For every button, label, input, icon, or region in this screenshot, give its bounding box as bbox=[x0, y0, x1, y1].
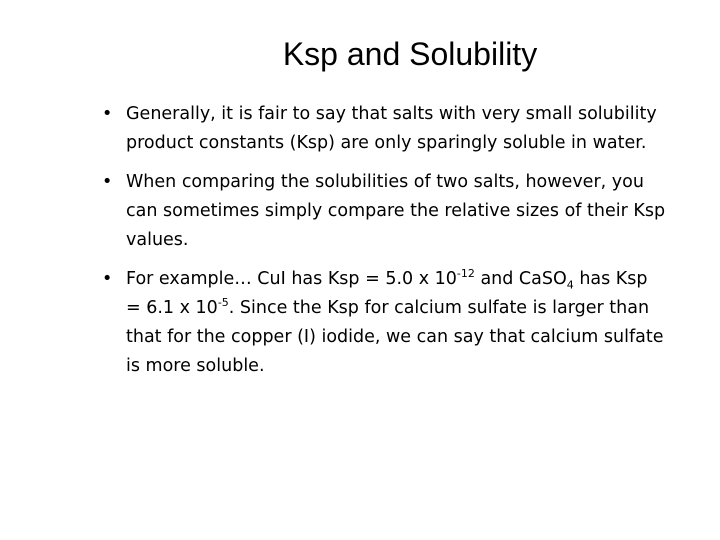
bullet-list bbox=[126, 100, 666, 391]
bullet-text-part: . Since the Ksp for calcium sulfate is larger than that for the copper (I) iodide, we can say that calcium sulfate is more soluble. bbox=[126, 298, 664, 376]
slide-title: Ksp and Solubility bbox=[282, 36, 538, 72]
bullet-text-part: has Ksp = 6.1 x 10 bbox=[126, 269, 648, 318]
exponent-superscript: -12 bbox=[456, 267, 475, 281]
bullet-text: When comparing the solubilities of two salts, however, you can sometimes simply compare the relative sizes of their Ksp values. bbox=[126, 172, 666, 250]
bullet-text-part: For example… CuI has Ksp = 5.0 x 10 bbox=[126, 269, 457, 289]
bullet-item-1 bbox=[126, 100, 666, 158]
bullet-item-3 bbox=[126, 265, 666, 381]
bullet-text-part: and CaSO bbox=[474, 269, 567, 289]
bullet-text: Generally, it is fair to say that salts with very small solubility product constants (Ksp) are only sparingly soluble in water. bbox=[126, 104, 657, 153]
bullet-item-2 bbox=[126, 168, 666, 255]
formula-subscript: 4 bbox=[566, 278, 574, 292]
exponent-superscript: -5 bbox=[217, 296, 229, 310]
